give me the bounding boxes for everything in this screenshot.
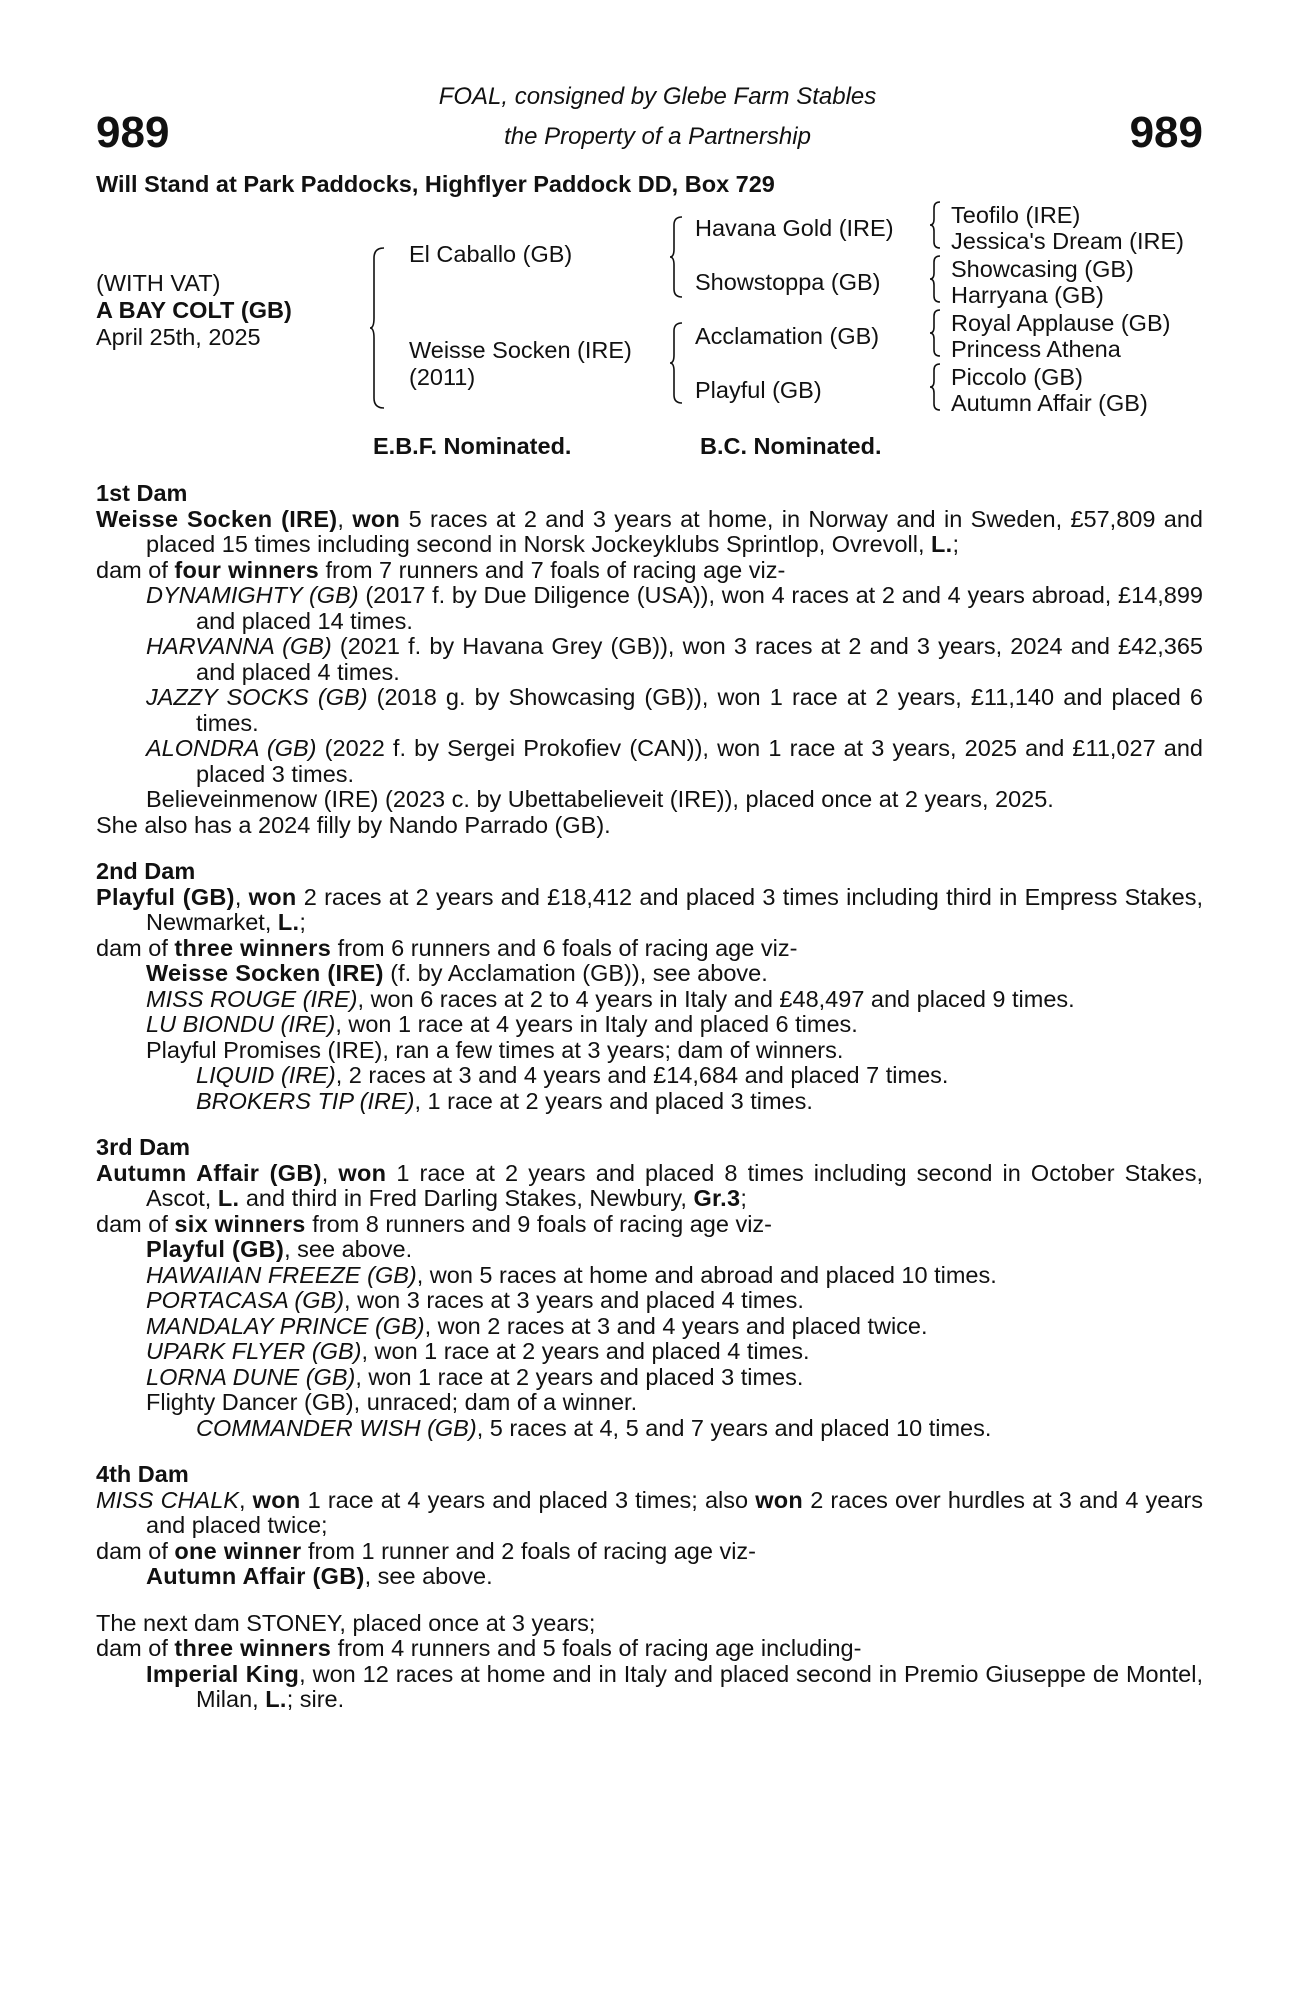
ggp-princess-athena: Princess Athena xyxy=(951,336,1121,362)
dam-dam-name: Playful (GB) xyxy=(695,377,822,403)
section-third-dam xyxy=(96,1135,1203,1441)
text-run: The next dam STONEY, placed once at 3 years; xyxy=(96,1609,596,1636)
italic-text: MANDALAY PRINCE (GB) xyxy=(146,1312,425,1339)
bold-text: Playful (GB) xyxy=(96,883,235,910)
pedigree-brace-g2 xyxy=(930,256,942,302)
text-run: , won 1 race at 2 years and placed 3 times. xyxy=(355,1363,804,1390)
ggp-teofilo: Teofilo (IRE) xyxy=(951,202,1081,228)
bold-text: Weisse Socken (IRE) xyxy=(146,960,384,986)
pedigree-brace-g1 xyxy=(930,202,942,248)
text-run: dam of xyxy=(96,934,175,961)
bold-text: won xyxy=(252,1486,301,1513)
horse-name: A BAY COLT (GB) xyxy=(96,297,292,323)
pedigree-brace-sire xyxy=(670,217,684,297)
entry-line xyxy=(96,583,1203,634)
text-run: , won 3 races at 3 years and placed 4 times. xyxy=(344,1287,804,1313)
entry-line xyxy=(96,1662,1203,1713)
entry-line xyxy=(96,1038,1203,1064)
entry-line xyxy=(96,1564,1203,1590)
entry-line xyxy=(96,1314,1203,1340)
text-run: , see above. xyxy=(284,1236,413,1262)
bold-text: won xyxy=(755,1486,804,1513)
entry-line xyxy=(96,885,1203,936)
bold-text: Imperial King xyxy=(146,1660,300,1687)
italic-text: LU BIONDU (IRE) xyxy=(146,1011,336,1037)
entry-line xyxy=(96,1288,1203,1314)
italic-text: HARVANNA (GB) xyxy=(146,633,332,659)
bold-text: three winners xyxy=(174,1635,332,1661)
italic-text: UPARK FLYER (GB) xyxy=(146,1338,362,1364)
section-next-dam xyxy=(96,1611,1203,1713)
text-run: 1 race at 4 years and placed 3 times; also xyxy=(300,1486,756,1513)
text-run: , xyxy=(238,1486,253,1513)
italic-text: DYNAMIGHTY (GB) xyxy=(146,582,359,608)
bold-text: Autumn Affair (GB) xyxy=(96,1159,322,1186)
text-run: Believeinmenow (IRE) (2023 c. by Ubettabelieveit (IRE)), placed once at 2 years, 2025. xyxy=(146,786,1054,812)
entry-line xyxy=(96,1263,1203,1289)
text-run: from 6 runners and 6 foals of racing age viz- xyxy=(331,934,798,961)
text-run: (f. by Acclamation (GB)), see above. xyxy=(383,960,768,986)
text-run: ; xyxy=(952,531,960,557)
bold-text: L. xyxy=(931,531,953,557)
entry-line xyxy=(96,1063,1203,1089)
text-run: from 7 runners and 7 foals of racing age viz- xyxy=(319,556,786,583)
text-run: (2018 g. by Showcasing (GB)), won 1 race at 2 years, £11,140 and placed 6 times. xyxy=(196,684,1203,736)
ggp-jessicas-dream: Jessica's Dream (IRE) xyxy=(951,228,1184,254)
text-run: Flighty Dancer (GB), unraced; dam of a winner. xyxy=(146,1389,638,1415)
entry-line xyxy=(96,634,1203,685)
ggp-royal-applause: Royal Applause (GB) xyxy=(951,310,1171,336)
bold-text: Autumn Affair (GB) xyxy=(146,1563,365,1589)
text-run: from 4 runners and 5 foals of racing age including- xyxy=(331,1635,862,1661)
text-run: dam of xyxy=(96,1635,175,1661)
italic-text: PORTACASA (GB) xyxy=(146,1287,345,1313)
ggp-harryana: Harryana (GB) xyxy=(951,282,1104,308)
foaling-date: April 25th, 2025 xyxy=(96,324,261,350)
dam-name: Weisse Socken (IRE) xyxy=(409,337,632,363)
entry-line xyxy=(96,1636,1203,1662)
text-run: , see above. xyxy=(364,1563,493,1589)
pedigree-brace-g3 xyxy=(930,310,942,356)
text-run: , 1 race at 2 years and placed 3 times. xyxy=(414,1087,813,1114)
text-run: , won 6 races at 2 to 4 years in Italy and £48,497 and placed 9 times. xyxy=(357,985,1075,1012)
ggp-piccolo: Piccolo (GB) xyxy=(951,364,1083,390)
entry-line xyxy=(96,1416,1203,1442)
text-run: 1 race at 2 years and placed 8 times including second in October Stakes, Ascot, xyxy=(146,1159,1203,1211)
section-fourth-dam xyxy=(96,1462,1203,1590)
entry-line xyxy=(96,1488,1203,1539)
text-run: ; sire. xyxy=(286,1686,345,1712)
entry-line xyxy=(96,1161,1203,1212)
consignment-line: FOAL, consigned by Glebe Farm Stables xyxy=(438,83,877,110)
section-heading: 2nd Dam xyxy=(96,858,196,884)
ggp-showcasing: Showcasing (GB) xyxy=(951,256,1134,282)
text-run: (2021 f. by Havana Grey (GB)), won 3 races at 2 and 3 years, 2024 and £42,365 and placed 4 times. xyxy=(196,633,1203,685)
text-run: , xyxy=(234,883,249,910)
bold-text: Gr.3 xyxy=(693,1185,741,1211)
italic-text: HAWAIIAN FREEZE (GB) xyxy=(146,1261,417,1288)
dam-line-text xyxy=(96,481,1203,1713)
bold-text: Weisse Socken (IRE) xyxy=(96,505,338,532)
entry-line xyxy=(96,507,1203,558)
bold-text: four winners xyxy=(174,556,319,583)
section-second-dam xyxy=(96,859,1203,1114)
sire-dam-name: Showstoppa (GB) xyxy=(695,269,881,295)
text-run: from 8 runners and 9 foals of racing age viz- xyxy=(305,1210,773,1237)
bold-text: L. xyxy=(277,909,300,935)
dam-year: (2011) xyxy=(409,364,476,390)
section-first-dam xyxy=(96,481,1203,838)
italic-text: ALONDRA (GB) xyxy=(146,735,317,761)
entry-line xyxy=(96,1539,1203,1565)
italic-text: COMMANDER WISH (GB) xyxy=(196,1414,477,1441)
ebf-nominated: E.B.F. Nominated. xyxy=(373,433,572,459)
dam-sire-name: Acclamation (GB) xyxy=(695,323,880,349)
stand-location: Will Stand at Park Paddocks, Highflyer Paddock DD, Box 729 xyxy=(96,171,775,197)
text-run: , 2 races at 3 and 4 years and £14,684 and placed 7 times. xyxy=(335,1062,949,1088)
entry-line xyxy=(96,987,1203,1013)
italic-text: LIQUID (IRE) xyxy=(196,1062,336,1088)
text-run: , won 12 races at home and in Italy and placed second in Premio Giuseppe de Montel, Milan, xyxy=(196,1660,1204,1712)
bold-text: won xyxy=(248,883,297,910)
bold-text: six winners xyxy=(174,1210,306,1237)
lot-number-right: 989 xyxy=(1129,108,1203,157)
text-run: , won 5 races at home and abroad and placed 10 times. xyxy=(416,1261,997,1288)
text-run: Playful Promises (IRE), ran a few times at 3 years; dam of winners. xyxy=(146,1036,844,1063)
text-run: , won 1 race at 2 years and placed 4 times. xyxy=(361,1338,810,1364)
entry-line xyxy=(96,1611,1203,1637)
entry-line xyxy=(96,1365,1203,1391)
text-run: , xyxy=(337,505,353,532)
bold-text: won xyxy=(352,505,401,532)
entry-line xyxy=(96,961,1203,987)
section-heading: 3rd Dam xyxy=(96,1134,191,1160)
text-run: (2022 f. by Sergei Prokofiev (CAN)), won 1 race at 3 years, 2025 and £11,027 and placed 3 times. xyxy=(196,735,1204,787)
entry-line xyxy=(96,558,1203,584)
pedigree-brace-g4 xyxy=(930,364,942,410)
text-run: 2 races over hurdles at 3 and 4 years and placed twice; xyxy=(146,1486,1204,1538)
bold-text: won xyxy=(338,1159,387,1186)
entry-line xyxy=(96,1339,1203,1365)
entry-line xyxy=(96,1012,1203,1038)
text-run: , xyxy=(321,1159,339,1186)
text-run: dam of xyxy=(96,1210,175,1237)
bold-text: Playful (GB) xyxy=(146,1236,285,1262)
text-run: (2017 f. by Due Diligence (USA)), won 4 races at 2 and 4 years abroad, £14,899 and placed 14 times. xyxy=(196,582,1204,634)
text-run: , won 1 race at 4 years in Italy and placed 6 times. xyxy=(335,1011,858,1037)
text-run: dam of xyxy=(96,1537,175,1564)
ggp-autumn-affair: Autumn Affair (GB) xyxy=(951,390,1148,416)
section-heading: 4th Dam xyxy=(96,1461,189,1487)
bold-text: three winners xyxy=(174,934,332,961)
italic-text: MISS ROUGE (IRE) xyxy=(146,985,358,1012)
bold-text: L. xyxy=(265,1686,287,1712)
entry-line xyxy=(96,813,1203,839)
text-run: , won 2 races at 3 and 4 years and placed twice. xyxy=(424,1312,928,1339)
bc-nominated: B.C. Nominated. xyxy=(700,433,882,459)
text-run: from 1 runner and 2 foals of racing age viz- xyxy=(301,1537,756,1564)
text-run: ; xyxy=(299,909,306,935)
entry-line xyxy=(96,1089,1203,1115)
pedigree-brace-dam xyxy=(670,323,684,403)
sire-sire-name: Havana Gold (IRE) xyxy=(695,215,894,241)
text-run: ; xyxy=(740,1185,747,1211)
entry-line xyxy=(96,1237,1203,1263)
entry-line xyxy=(96,936,1203,962)
entry-line xyxy=(96,787,1203,813)
text-run: She also has a 2024 filly by Nando Parrado (GB). xyxy=(96,811,611,838)
bold-text: L. xyxy=(217,1185,240,1211)
entry-line xyxy=(96,1390,1203,1416)
entry-line xyxy=(96,736,1203,787)
text-run: 2 races at 2 years and £18,412 and placed 3 times including third in Empress Stakes, Newmarket, xyxy=(146,883,1203,935)
text-run: 5 races at 2 and 3 years at home, in Norway and in Sweden, £57,809 and placed 15 times including second in Norsk Jockeyklubs Sprintlop, Ovrevoll, xyxy=(146,505,1203,557)
entry-line xyxy=(96,1212,1203,1238)
section-heading: 1st Dam xyxy=(96,480,188,506)
text-run: and third in Fred Darling Stakes, Newbury, xyxy=(239,1185,694,1211)
lot-number-left: 989 xyxy=(96,108,170,157)
italic-text: JAZZY SOCKS (GB) xyxy=(146,684,368,710)
italic-text: BROKERS TIP (IRE) xyxy=(196,1087,415,1114)
sire-name: El Caballo (GB) xyxy=(409,241,573,267)
property-line: the Property of a Partnership xyxy=(504,123,811,150)
italic-text: MISS CHALK xyxy=(96,1486,239,1513)
italic-text: LORNA DUNE (GB) xyxy=(146,1363,356,1390)
vat-note: (WITH VAT) xyxy=(96,270,221,296)
text-run: , 5 races at 4, 5 and 7 years and placed 10 times. xyxy=(476,1414,992,1441)
bold-text: one winner xyxy=(174,1537,302,1564)
entry-line xyxy=(96,685,1203,736)
pedigree-brace-main xyxy=(370,248,386,408)
text-run: dam of xyxy=(96,556,175,583)
